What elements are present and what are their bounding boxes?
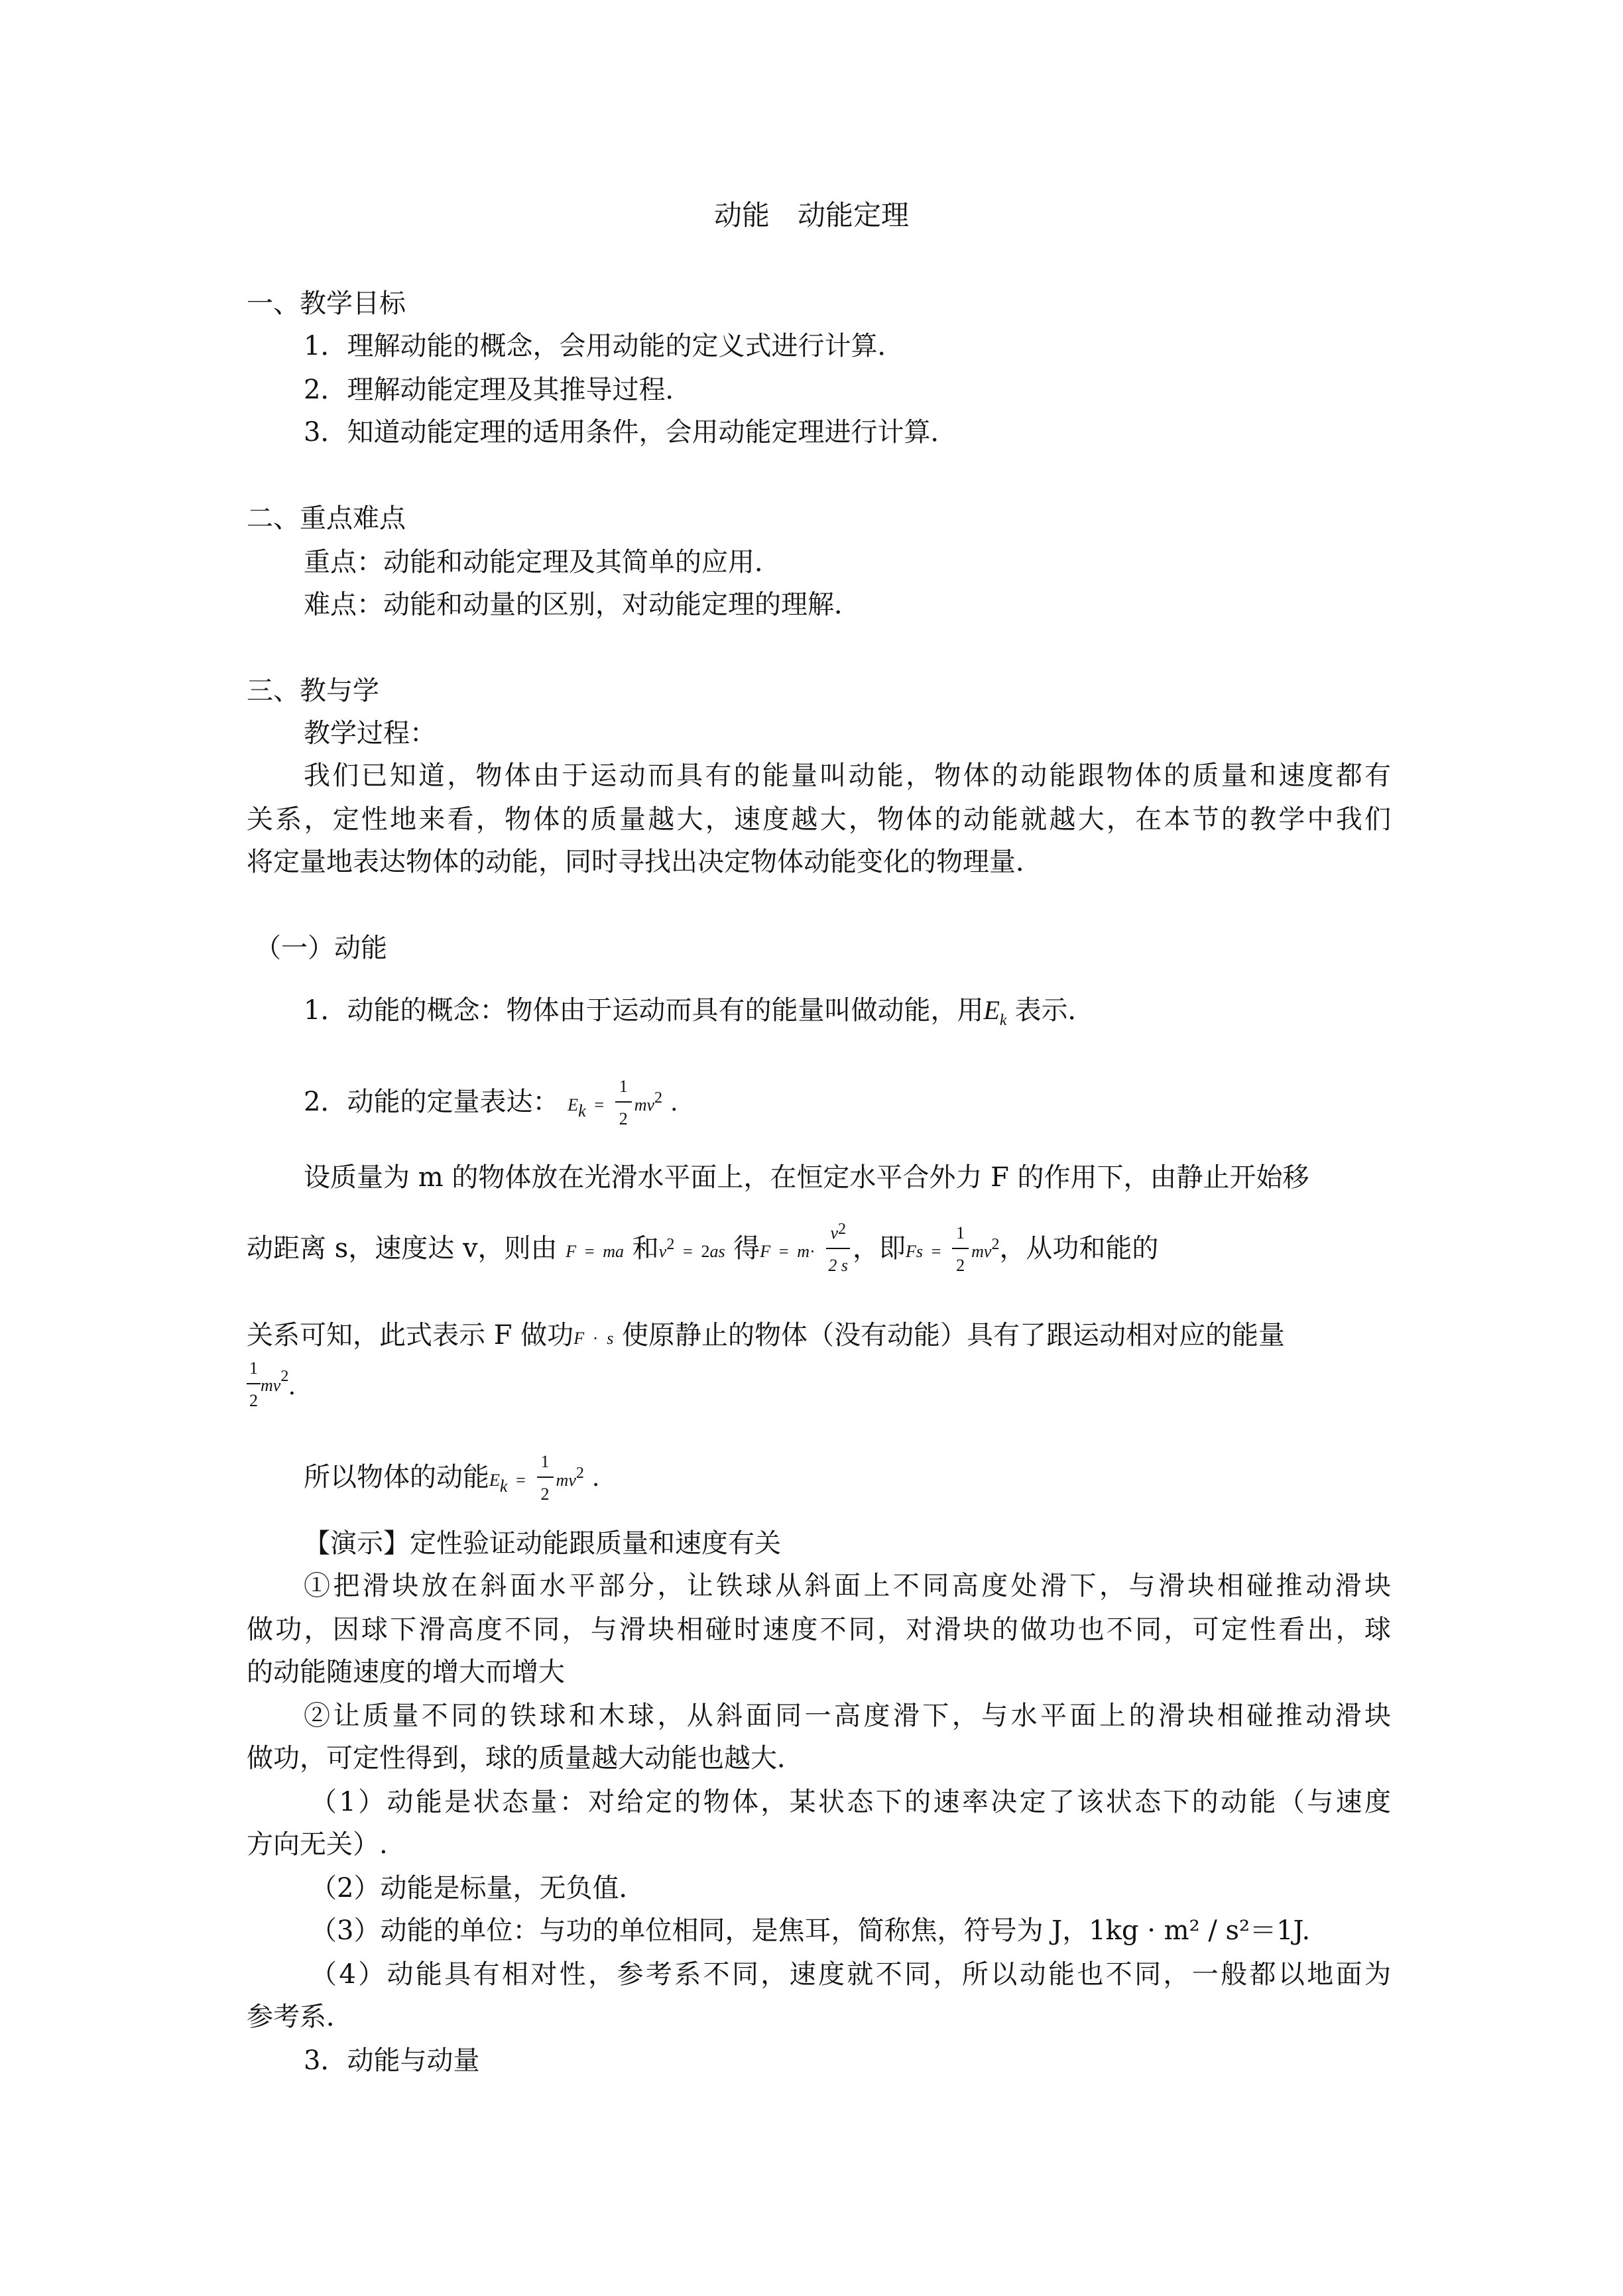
teaching-process-label: 教学过程： — [304, 718, 436, 749]
property-line: （1）动能是状态量：对给定的物体，某状态下的速率决定了该状态下的动能（与速度 — [310, 1787, 1391, 1817]
objective-item: 1．理解动能的概念，会用动能的定义式进行计算． — [304, 331, 904, 361]
property-line: （4）动能具有相对性，参考系不同，速度就不同，所以动能也不同，一般都以地面为 — [310, 1959, 1391, 1990]
section-heading-key-points: 二、重点难点 — [247, 503, 406, 534]
intro-line: 我们已知道，物体由于运动而具有的能量叫动能，物体的动能跟物体的质量和速度都有 — [304, 760, 1391, 791]
page-title: 动能 动能定理 — [713, 199, 909, 231]
demo-line: 做功，可定性得到，球的质量越大动能也越大． — [247, 1743, 804, 1774]
property-line: 方向无关）. — [247, 1829, 388, 1860]
kinetic-energy-formula-line: 所以物体的动能$E_k$ = $\frac{1}{2}$ $mv^2$ . — [304, 1444, 599, 1520]
demo-line: ①把滑块放在斜面水平部分，让铁球从斜面上不同高度处滑下，与滑块相碰推动滑块 — [304, 1571, 1391, 1601]
derivation-formula-line: 动距离 s，速度达 v，则由 F = ma 和$v^2 = 2as$ 得F = m· $\frac{v^2}{2 s}$ ，即Fs = $\frac{1}{2}$ $mv^2$，从功和能的 — [247, 1212, 1158, 1288]
intro-line: 关系，定性地来看，物体的质量越大，速度越大，物体的动能就越大，在本节的教学中我们 — [247, 804, 1391, 835]
property-line: （2）动能是标量，无负值． — [310, 1873, 646, 1903]
concept-text-end: 表示． — [1014, 995, 1095, 1026]
fraction-half: $\frac{1}{2}$ — [537, 1447, 554, 1511]
quant-label: 2．动能的定量表达： — [304, 1087, 560, 1117]
property-line: （3）动能的单位：与功的单位相同，是焦耳，简称焦，符号为 J，1kg · m² / s²＝1J. — [310, 1915, 1311, 1946]
demo-line: 做功，因球下滑高度不同，与滑块相碰时速度不同，对滑块的做功也不同，可定性看出，球 — [247, 1614, 1391, 1645]
subsection-kinetic-vs-momentum: 3．动能与动量 — [304, 2045, 480, 2076]
fraction-half: $\frac{1}{2}$ — [952, 1219, 969, 1282]
demo-line: 的动能随速度的增大而增大 — [247, 1657, 565, 1687]
part-heading-kinetic-energy: （一）动能 — [255, 933, 387, 963]
intro-line: 将定量地表达物体的动能，同时寻找出决定物体动能变化的物理量． — [247, 847, 1042, 877]
fraction-half: $\frac{1}{2}$ — [615, 1072, 632, 1136]
fraction-v2-over-2s: $\frac{v^2}{2 s}$ — [826, 1219, 850, 1282]
objective-item: 2．理解动能定理及其推导过程． — [304, 375, 692, 405]
quant-expression-line: 2．动能的定量表达： $E_k$ = $\frac{1}{2}$ $mv^2$ . — [304, 1069, 678, 1144]
section-heading-objectives: 一、教学目标 — [247, 288, 406, 319]
derivation-line: 关系可知，此式表示 F 做功F · s 使原静止的物体（没有动能）具有了跟运动相对应的能量 — [247, 1320, 1286, 1351]
objective-item: 3．知道动能定理的适用条件，会用动能定理进行计算． — [304, 417, 957, 448]
concept-line: 1．动能的概念：物体由于运动而具有的能量叫做动能，用$E_k$ 表示． — [304, 995, 1095, 1029]
property-line: 参考系． — [247, 2002, 353, 2032]
difficult-point: 难点：动能和动量的区别，对动能定理的理解． — [304, 589, 861, 620]
demo-title: 【演示】定性验证动能跟质量和速度有关 — [304, 1528, 781, 1559]
demo-line: ②让质量不同的铁球和木球，从斜面同一高度滑下，与水平面上的滑块相碰推动滑块 — [304, 1701, 1391, 1731]
section-heading-teaching: 三、教与学 — [247, 676, 379, 706]
derivation-line: 设质量为 m 的物体放在光滑水平面上，在恒定水平合外力 F 的作用下，由静止开始移 — [304, 1162, 1309, 1193]
half-mv-squared: $\frac{1}{2}$ $mv^2$. — [247, 1354, 295, 1418]
concept-text: 1．动能的概念：物体由于运动而具有的能量叫做动能，用 — [304, 995, 984, 1026]
key-point: 重点：动能和动能定理及其简单的应用． — [304, 547, 781, 577]
